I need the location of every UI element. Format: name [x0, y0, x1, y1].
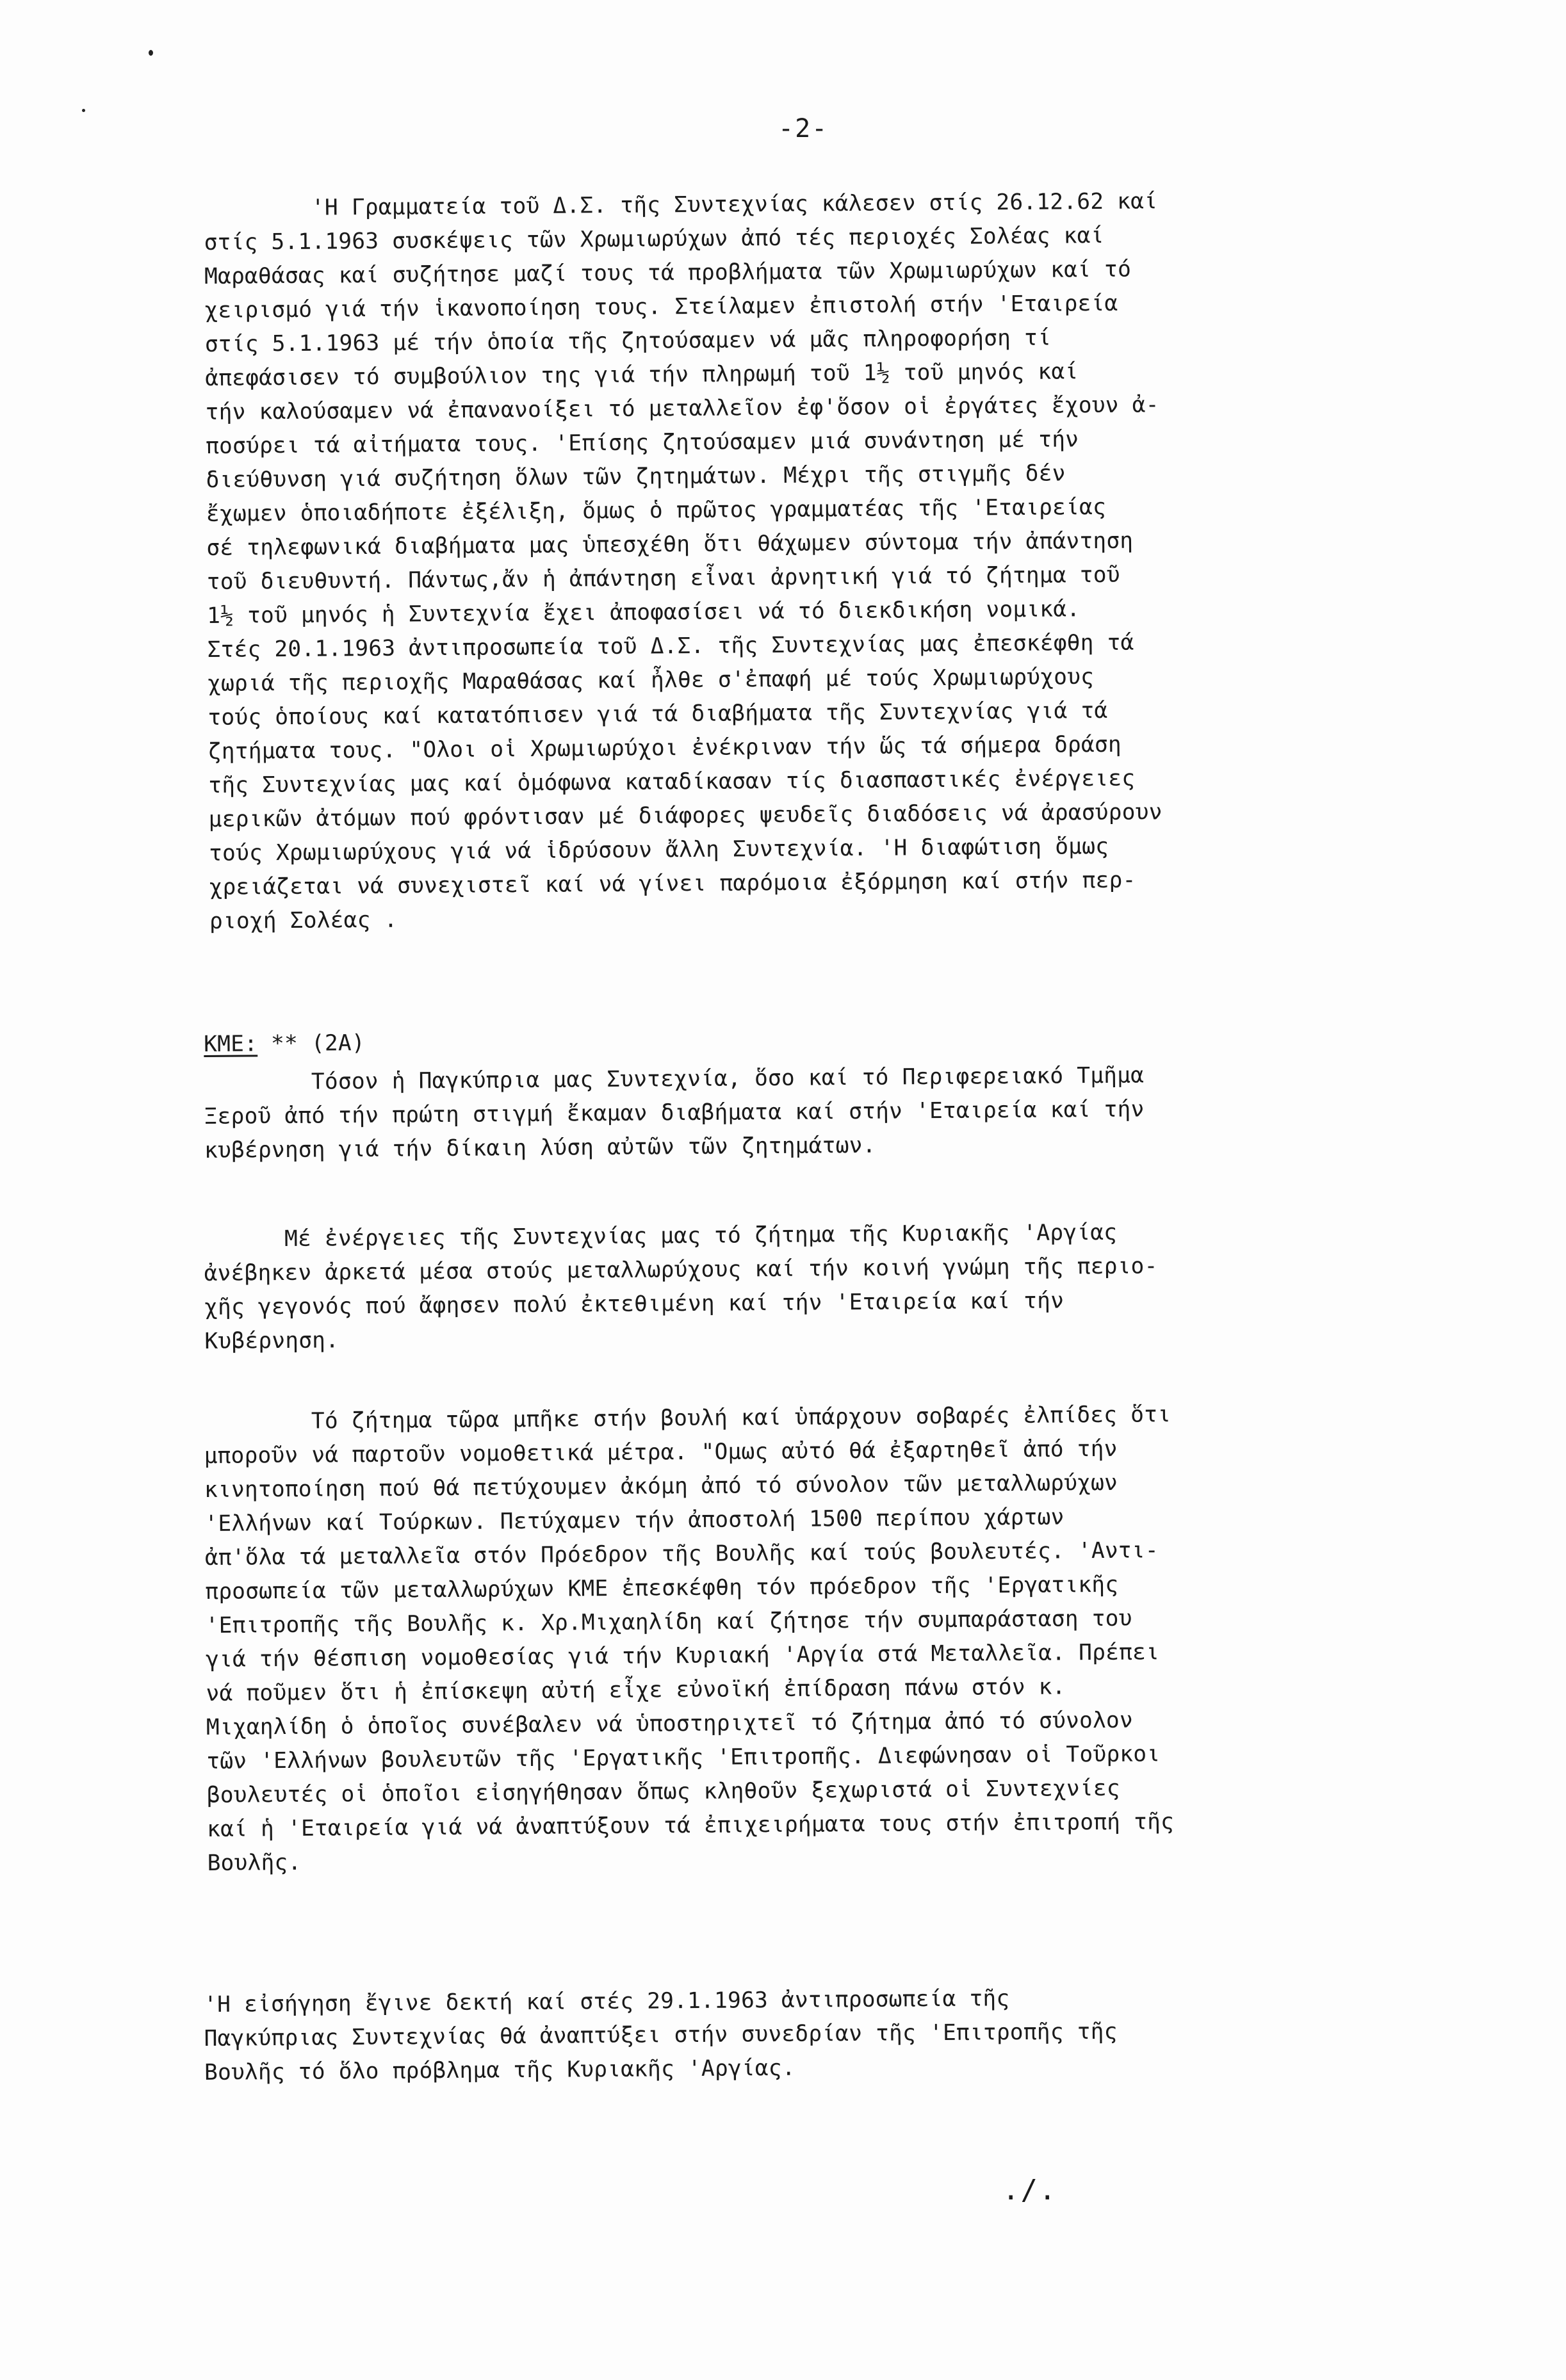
text-line: στίς 5.1.1963 μέ τήν ὁποία τῆς ζητούσαμεν νά μᾶς πληροφορήση τί: [204, 325, 1052, 357]
text-line: βουλευτές οἱ ὁποῖοι εἰσηγήθησαν ὅπως κληθοῦν ξεχωριστά οἱ Συντεχνίες: [206, 1775, 1120, 1808]
text-line: χρειάζεται νά συνεχιστεῖ καί νά γίνει παρόμοια ἐξόρμηση καί στήν περ-: [209, 867, 1136, 900]
text-line: τῶν 'Ελλήνων βουλευτῶν τῆς 'Εργατικῆς 'Επιτροπῆς. Διεφώνησαν οἱ Τοῦρκοι: [206, 1741, 1161, 1774]
text-line: καί ἡ 'Εταιρεία γιά νά ἀναπτύξουν τά ἐπιχειρήματα τους στήν ἐπιτροπή τῆς: [207, 1809, 1175, 1842]
kme-label: ΚΜΕ:: [204, 1031, 258, 1057]
scan-speck: [82, 109, 85, 112]
text-line: Παγκύπριας Συντεχνίας θά ἀναπτύξει στήν συνεδρίαν τῆς 'Επιτροπῆς τῆς: [204, 2018, 1118, 2052]
text-line: ριοχή Σολέας .: [209, 907, 398, 934]
text-line: τοῦ διευθυντή. Πάντως,ἄν ἡ ἀπάντηση εἶναι ἀρνητική γιά τό ζήτημα τοῦ: [206, 562, 1120, 595]
text-line: χῆς γεγονός πού ἄφησεν πολύ ἐκτεθιμένη καί τήν 'Εταιρεία καί τήν: [204, 1288, 1064, 1320]
text-line: Ξεροῦ ἀπό τήν πρώτη στιγμή ἔκαμαν διαβήματα καί στήν 'Εταιρεία καί τήν: [204, 1096, 1145, 1129]
text-line: ἀνέβηκεν ἀρκετά μέσα στούς μεταλλωρύχους καί τήν κοινή γνώμη τῆς περιο-: [204, 1253, 1158, 1286]
text-line: ἀπ'ὅλα τά μεταλλεῖα στόν Πρόεδρον τῆς Βουλῆς καί τούς βουλευτές. 'Αντι-: [204, 1537, 1159, 1571]
text-line: προσωπεία τῶν μεταλλωρύχων ΚΜΕ ἐπεσκέφθη τόν πρόεδρον τῆς 'Εργατικῆς: [205, 1571, 1119, 1605]
text-line: Στές 20.1.1963 ἀντιπροσωπεία τοῦ Δ.Σ. τῆς Συντεχνίας μας ἐπεσκέφθη τά: [207, 629, 1134, 663]
continuation-mark: ./.: [1002, 2174, 1057, 2206]
paragraph-proposal-accepted: [204, 1979, 1408, 2090]
text-line: ζητήματα τους. "Ολοι οἱ Χρωμιωρύχοι ἐνέκριναν τήν ὥς τά σήμερα δράση: [208, 731, 1121, 765]
text-line: Μέ ἐνέργειες τῆς Συντεχνίας μας τό ζήτημα τῆς Κυριακῆς 'Αργίας: [204, 1219, 1118, 1252]
text-line: μερικῶν ἀτόμων πού φρόντισαν μέ διάφορες ψευδεῖς διαδόσεις νά ἀρασύρουν: [208, 799, 1162, 832]
scan-speck: [149, 50, 153, 56]
text-line: τῆς Συντεχνίας μας καί ὁμόφωνα καταδίκασαν τίς διασπαστικές ἐνέργειες: [208, 765, 1136, 798]
text-line: σέ τηλεφωνικά διαβήματα μας ὑπεσχέθη ὅτι θάχωμεν σύντομα τήν ἀπάντηση: [206, 528, 1134, 561]
text-line: 1½ τοῦ μηνός ἡ Συντεχνία ἔχει ἀποφασίσει νά τό διεκδικήση νομικά.: [207, 596, 1081, 629]
text-line: Τό ζήτημα τῶρα μπῆκε στήν βουλή καί ὑπάρχουν σοβαρές ἐλπίδες ὅτι: [204, 1402, 1171, 1435]
text-line: τούς Χρωμιωρύχους γιά νά ἱδρύσουν ἄλλη Συντεχνία. 'Η διαφώτιση ὅμως: [208, 833, 1109, 866]
text-line: Μιχαηλίδη ὁ ὁποῖος συνέβαλεν νά ὑποστηριχτεῖ τό ζήτημα ἀπό τό σύνολον: [206, 1707, 1134, 1740]
text-line: Βουλῆς.: [207, 1849, 302, 1876]
text-line: χειρισμό γιά τήν ἱκανοποίηση τους. Στείλαμεν ἐπιστολή στήν 'Εταιρεία: [204, 290, 1118, 323]
text-line: διεύθυνση γιά συζήτηση ὅλων τῶν ζητημάτων. Μέχρι τῆς στιγμῆς δέν: [206, 460, 1066, 493]
text-line: κινητοποίηση πού θά πετύχουμεν ἀκόμη ἀπό τό σύνολον τῶν μεταλλωρύχων: [204, 1469, 1118, 1503]
text-line: τήν καλούσαμεν νά ἐπανανοίξει τό μεταλλεῖον ἐφ'ὅσον οἱ ἐργάτες ἔχουν ἀ-: [205, 392, 1159, 425]
paragraph-parliament: [204, 1396, 1412, 1881]
text-line: μποροῦν νά παρτοῦν νομοθετικά μέτρα. "Ομως αὐτό θά ἐξαρτηθεῖ ἀπό τήν: [204, 1436, 1118, 1469]
text-line: στίς 5.1.1963 συσκέψεις τῶν Χρωμιωρύχων ἀπό τές περιοχές Σολέας καί: [204, 222, 1104, 255]
text-line: ἔχωμεν ὁποιαδήποτε ἐξέλιξη, ὅμως ὁ πρῶτος γραμματέας τῆς 'Εταιρείας: [206, 494, 1107, 527]
text-line: χωριά τῆς περιοχῆς Μαραθάσας καί ἦλθε σ'ἐπαφή μέ τούς Χρωμιωρύχους: [207, 664, 1095, 697]
paragraph-secretariat-meetings: [204, 182, 1414, 939]
text-line: Τόσον ἡ Παγκύπρια μας Συντεχνία, ὅσο καί τό Περιφερειακό Τμῆμα: [204, 1062, 1145, 1096]
text-line: Μαραθάσας καί συζήτησε μαζί τους τά προβλήματα τῶν Χρωμιωρύχων καί τό: [204, 256, 1132, 289]
text-line: γιά τήν θέσπιση νομοθεσίας γιά τήν Κυριακή 'Αργία στά Μεταλλεῖα. Πρέπει: [205, 1639, 1160, 1672]
paragraph-union-actions: [204, 1056, 1408, 1168]
text-line: ἀπεφάσισεν τό συμβούλιον της γιά τήν πληρωμή τοῦ 1½ τοῦ μηνός καί: [205, 359, 1079, 391]
text-line: 'Η εἰσήγηση ἔγινε δεκτή καί στές 29.1.1963 ἀντιπροσωπεία τῆς: [204, 1986, 1010, 2018]
paragraph-sunday-rest: [204, 1213, 1409, 1359]
text-line: νά ποῦμεν ὅτι ἡ ἐπίσκεψη αὐτή εἶχε εὐνοϊκή ἐπίδραση πάνω στόν κ.: [206, 1674, 1066, 1706]
text-line: 'Η Γραμματεία τοῦ Δ.Σ. τῆς Συντεχνίας κάλεσεν στίς 26.12.62 καί: [204, 188, 1158, 222]
text-line: Κυβέρνηση.: [204, 1327, 339, 1354]
page-number: -2-: [778, 114, 829, 143]
text-line: Βουλῆς τό ὅλο πρόβλημα τῆς Κυριακῆς 'Αργίας.: [204, 2055, 795, 2085]
text-line: κυβέρνηση γιά τήν δίκαιη λύση αὐτῶν τῶν ζητημάτων.: [204, 1132, 876, 1163]
kme-heading: [204, 1018, 1408, 1062]
text-line: 'Επιτροπῆς τῆς Βουλῆς κ. Χρ.Μιχαηλίδη καί ζήτησε τήν συμπαράσταση του: [205, 1605, 1132, 1639]
kme-reference: ** (2Α): [257, 1030, 366, 1057]
text-line: τούς ὁποίους καί κατατόπισεν γιά τά διαβήματα τῆς Συντεχνίας γιά τά: [208, 697, 1108, 731]
text-line: 'Ελλήνων καί Τούρκων. Πετύχαμεν τήν ἀποστολή 1500 περίπου χάρτων: [204, 1504, 1064, 1537]
text-line: ποσύρει τά αἰτήματα τους. 'Επίσης ζητούσαμεν μιά συνάντηση μέ τήν: [205, 426, 1079, 459]
